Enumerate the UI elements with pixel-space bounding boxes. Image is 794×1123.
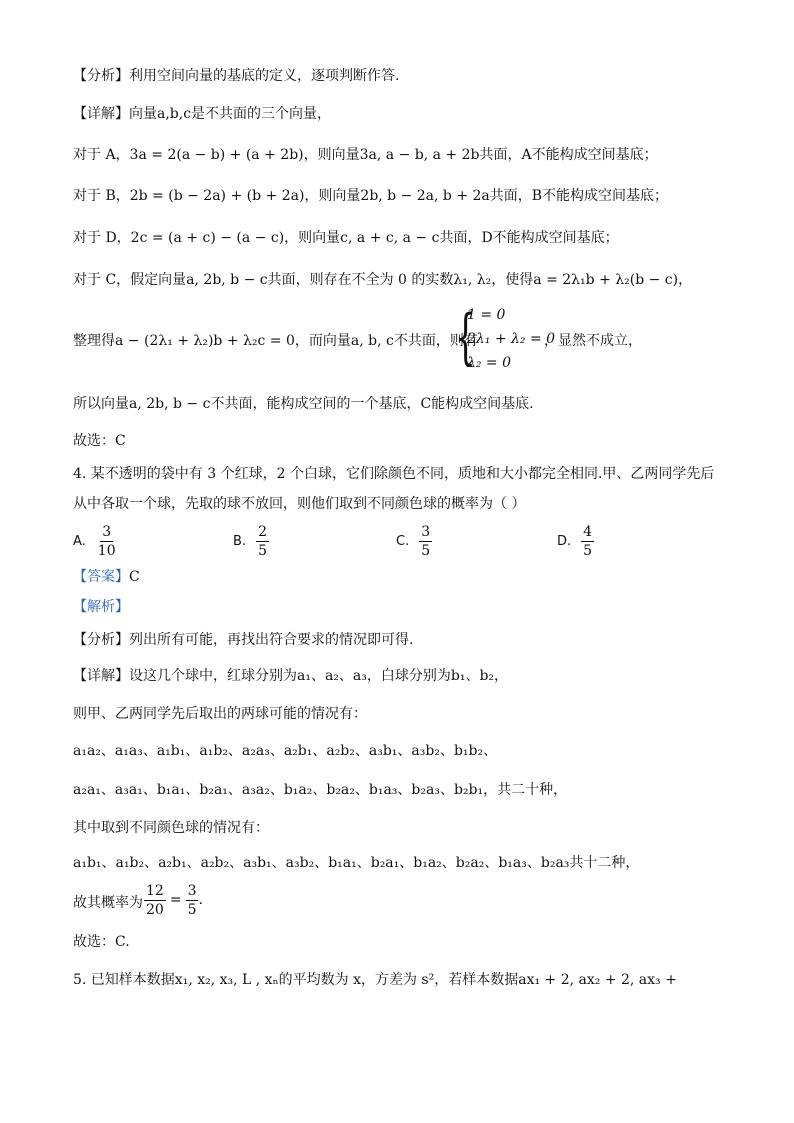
q4-diff-line: a₁b₁、a₁b₂、a₂b₁、a₂b₂、a₃b₁、a₃b₂、b₁a₁、b₂a₁、b₁a₂、b₂a₂、b₁a₃、b₂a₃共十二种， bbox=[73, 855, 640, 871]
q3-case-b: 对于 B，2b = (b − 2a) + (b + 2a)，则向量2b, b − 2a, b + 2a共面，B不能构成空间基底； bbox=[73, 188, 669, 204]
fraction-numerator: 4 bbox=[583, 523, 593, 540]
fraction-numerator: 3 bbox=[187, 882, 197, 899]
q3-rearrange-right: ，显然不成立， bbox=[544, 333, 642, 349]
fraction-numerator: 2 bbox=[258, 523, 267, 540]
option-a bbox=[73, 520, 118, 562]
q3-conclusion: 所以向量a, 2b, b − c不共面，能构成空间的一个基底，C能构成空间基底. bbox=[73, 396, 534, 412]
q4-stem-line1: 4. 某不透明的袋中有 3 个红球，2 个白球，它们除颜色不同，质地和大小都完全相同.甲、乙两同学先后 bbox=[73, 466, 715, 482]
fraction-numerator: 3 bbox=[421, 523, 431, 540]
q3-rearrange-left: 整理得a − (2λ₁ + λ₂)b + λ₂c = 0，而向量a, b, c不共面，则有 bbox=[73, 333, 478, 349]
equals-sign: = bbox=[169, 892, 182, 908]
system-row-3: λ₂ = 0 bbox=[467, 355, 512, 371]
q4-options bbox=[73, 520, 733, 562]
q3-detail-line bbox=[73, 104, 734, 124]
fraction-numerator: 3 bbox=[102, 523, 112, 540]
fraction-numerator: 12 bbox=[146, 882, 164, 899]
answer-tag: 【答案】 bbox=[73, 569, 129, 585]
option-fraction bbox=[419, 523, 432, 560]
option-letter: C. bbox=[396, 533, 410, 549]
detail-tag: 【详解】 bbox=[73, 106, 129, 122]
answer-value: C bbox=[129, 569, 140, 585]
analysis-tag: 【分析】 bbox=[73, 632, 129, 648]
period: . bbox=[198, 892, 203, 908]
system-row-1: 1 = 0 bbox=[467, 307, 506, 323]
q3-analysis-line bbox=[73, 66, 734, 86]
option-d bbox=[557, 520, 594, 562]
detail-text: 向量a,b,c是不共面的三个向量， bbox=[129, 106, 332, 122]
q3-case-d: 对于 D，2c = (a + c) − (a − c)，则向量c, a + c, a − c共面，D不能构成空间基底； bbox=[73, 230, 619, 246]
option-letter: B. bbox=[233, 533, 247, 549]
analysis-text: 利用空间向量的基底的定义，逐项判断作答. bbox=[129, 68, 400, 84]
q4-cases-intro: 则甲、乙两同学先后取出的两球可能的情况有： bbox=[73, 706, 367, 722]
q4-choose: 故选：C. bbox=[73, 934, 130, 950]
q4-prob-prefix: 故其概率为 bbox=[73, 895, 143, 911]
option-fraction bbox=[96, 523, 118, 560]
fraction-denominator: 5 bbox=[258, 542, 267, 559]
fraction-denominator: 5 bbox=[583, 542, 593, 559]
fraction-denominator: 10 bbox=[97, 542, 116, 559]
option-c bbox=[396, 520, 432, 562]
q4-stem-line2: 从中各取一个球，先取的球不放回，则他们取到不同颜色球的概率为（ ） bbox=[73, 496, 526, 512]
q4-answer-line bbox=[73, 567, 734, 587]
prob-fraction-1 bbox=[144, 882, 166, 919]
q5-stem: 5. 已知样本数据x₁, x₂, x₃, L , xₙ的平均数为 x，方差为 s²，若样本数据ax₁ + 2, ax₂ + 2, ax₃ + bbox=[73, 972, 677, 988]
option-letter: D. bbox=[557, 533, 572, 549]
option-fraction bbox=[581, 523, 594, 560]
system-row-2: 2λ₁ + λ₂ = 0 bbox=[467, 331, 556, 347]
q3-case-a: 对于 A，3a = 2(a − b) + (a + 2b)，则向量3a, a − b, a + 2b共面，A不能构成空间基底； bbox=[73, 147, 658, 163]
system-brace: { bbox=[455, 302, 477, 372]
detail-tag: 【详解】 bbox=[73, 668, 129, 684]
fraction-denominator: 20 bbox=[146, 901, 164, 918]
q4-analysis-line bbox=[73, 630, 734, 650]
q4-explain-line bbox=[73, 597, 734, 617]
option-fraction bbox=[256, 523, 269, 560]
option-b bbox=[233, 520, 269, 562]
probability-expression bbox=[144, 878, 203, 922]
analysis-text: 列出所有可能，再找出符合要求的情况即可得. bbox=[129, 632, 414, 648]
fraction-denominator: 5 bbox=[421, 542, 431, 559]
q4-cases-line2: a₂a₁、a₃a₁、b₁a₁、b₂a₁、a₃a₂、b₁a₂、b₂a₂、b₁a₃、b₂a₃、b₂b₁，共二十种， bbox=[73, 782, 568, 798]
equation-system bbox=[455, 302, 556, 372]
option-letter: A. bbox=[73, 533, 86, 549]
fraction-denominator: 5 bbox=[187, 901, 197, 918]
q3-choose: 故选：C bbox=[73, 433, 126, 449]
q3-case-c: 对于 C，假定向量a, 2b, b − c共面，则存在不全为 0 的实数λ₁, λ₂，使得a = 2λ₁b + λ₂(b − c)， bbox=[73, 272, 693, 288]
analysis-tag: 【分析】 bbox=[73, 68, 129, 84]
explain-tag: 【解析】 bbox=[73, 599, 129, 615]
detail-text: 设这几个球中，红球分别为a₁、a₂、a₃，白球分别为b₁、b₂， bbox=[129, 668, 509, 684]
q4-detail-line bbox=[73, 666, 734, 686]
q4-diff-intro: 其中取到不同颜色球的情况有： bbox=[73, 820, 269, 836]
prob-fraction-2 bbox=[186, 882, 199, 919]
q4-cases-line1: a₁a₂、a₁a₃、a₁b₁、a₁b₂、a₂a₃、a₂b₁、a₂b₂、a₃b₁、a₃b₂、b₁b₂、 bbox=[73, 743, 498, 759]
